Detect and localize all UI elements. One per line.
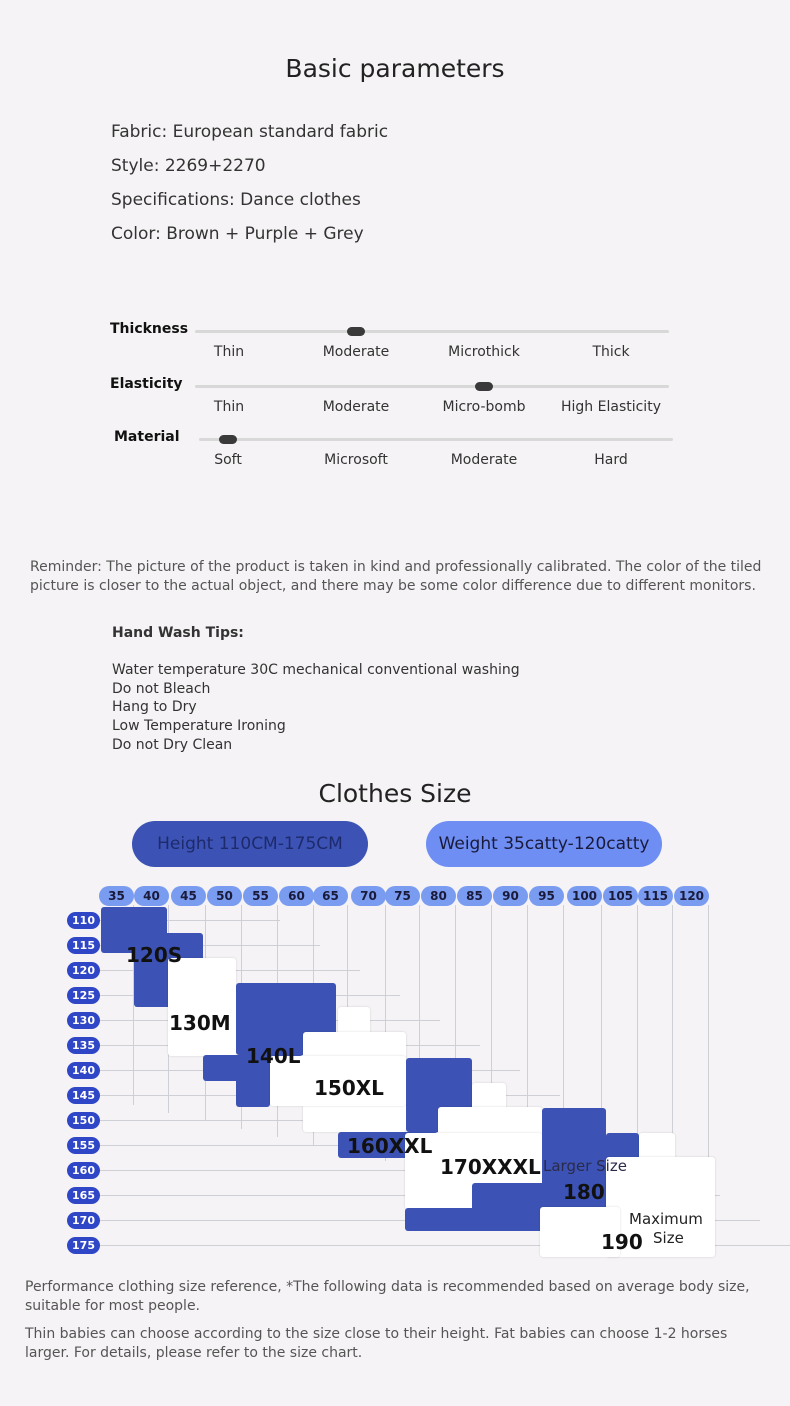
wash-item: Hang to Dry	[112, 699, 197, 715]
weight-badge: 95	[529, 886, 564, 906]
footer-note: Thin babies can choose according to the size close to their height. Fat babies can choose 1-2 horses larger. For details, please refer to the size chart.	[25, 1326, 728, 1361]
wash-item: Do not Bleach	[112, 681, 211, 697]
page-title: Basic parameters	[285, 54, 505, 83]
thickness-option: Microthick	[448, 344, 520, 360]
material-option: Microsoft	[324, 452, 388, 468]
weight-badge: 50	[207, 886, 242, 906]
wash-title: Hand Wash Tips:	[112, 625, 244, 641]
height-badge: 140	[67, 1062, 100, 1079]
larger-size-label: Larger Size	[543, 1157, 627, 1175]
thickness-option: Thin	[213, 344, 245, 360]
weight-badge: 70	[351, 886, 386, 906]
wash-item: Low Temperature Ironing	[112, 718, 286, 734]
weight-badge: 105	[603, 886, 638, 906]
wash-item: Water temperature 30C mechanical conventional washing	[112, 662, 520, 678]
height-badge: 155	[67, 1137, 100, 1154]
material-knob	[219, 435, 237, 444]
elasticity-option: High Elasticity	[561, 399, 661, 415]
size-label-160xxl: 160XXL	[347, 1134, 433, 1158]
elasticity-knob	[475, 382, 493, 391]
size-label-130m: 130M	[169, 1011, 231, 1035]
param-fabric: Fabric: European standard fabric	[111, 122, 389, 142]
thickness-label: Thickness	[110, 321, 189, 337]
weight-pill: Weight 35catty-120catty	[426, 821, 662, 867]
height-badge: 115	[67, 937, 100, 954]
weight-badge: 35	[99, 886, 134, 906]
size-block-130m	[168, 958, 236, 1056]
material-option: Soft	[214, 452, 242, 468]
maximum-label: Maximum	[629, 1210, 703, 1228]
size-label-150xl: 150XL	[314, 1076, 384, 1100]
thickness-option: Thick	[592, 344, 630, 360]
thickness-option: Moderate	[322, 344, 390, 360]
weight-badge: 55	[243, 886, 278, 906]
footer-note: Performance clothing size reference, *The following data is recommended based on average body size, suitable for most people.	[25, 1279, 750, 1314]
size-label-140l: 140L	[246, 1044, 301, 1068]
thickness-knob	[347, 327, 365, 336]
weight-badge: 100	[567, 886, 602, 906]
height-badge: 125	[67, 987, 100, 1004]
height-badge: 175	[67, 1237, 100, 1254]
weight-badge: 75	[385, 886, 420, 906]
height-badge: 110	[67, 912, 100, 929]
height-badge: 145	[67, 1087, 100, 1104]
height-badge: 130	[67, 1012, 100, 1029]
height-badge: 170	[67, 1212, 100, 1229]
size-title: Clothes Size	[318, 779, 472, 808]
weight-badge: 85	[457, 886, 492, 906]
elasticity-label: Elasticity	[110, 376, 183, 392]
height-badge: 165	[67, 1187, 100, 1204]
weight-badge: 40	[134, 886, 169, 906]
thickness-track	[195, 330, 669, 333]
height-pill: Height 110CM-175CM	[132, 821, 368, 867]
size-block-180	[405, 1208, 505, 1231]
material-track	[199, 438, 673, 441]
weight-badge: 60	[279, 886, 314, 906]
param-specifications: Specifications: Dance clothes	[111, 190, 361, 210]
weight-badge: 65	[313, 886, 348, 906]
elasticity-track	[195, 385, 669, 388]
height-badge: 135	[67, 1037, 100, 1054]
param-color: Color: Brown + Purple + Grey	[111, 224, 364, 244]
weight-badge: 115	[638, 886, 673, 906]
elasticity-option: Micro-bomb	[442, 399, 526, 415]
weight-badge: 90	[493, 886, 528, 906]
material-option: Hard	[594, 452, 628, 468]
height-badge: 160	[67, 1162, 100, 1179]
elasticity-option: Moderate	[322, 399, 390, 415]
wash-item: Do not Dry Clean	[112, 737, 233, 753]
material-option: Moderate	[450, 452, 518, 468]
size-label-190: 190	[601, 1230, 643, 1254]
reminder-text: Reminder: The picture of the product is taken in kind and professionally calibrated. The color of the tiled picture is closer to the actual object, and there may be some color difference due to different monitors.	[30, 559, 762, 594]
weight-badge: 45	[171, 886, 206, 906]
param-style: Style: 2269+2270	[111, 156, 266, 176]
weight-badge: 120	[674, 886, 709, 906]
size-label-180: 180	[563, 1180, 605, 1204]
size-label-170xxxl: 170XXXL	[440, 1155, 541, 1179]
material-label: Material	[114, 429, 180, 445]
size-word-label: Size	[653, 1229, 684, 1247]
height-badge: 120	[67, 962, 100, 979]
weight-badge: 80	[421, 886, 456, 906]
elasticity-option: Thin	[213, 399, 245, 415]
size-label-120s: 120S	[126, 943, 183, 967]
height-badge: 150	[67, 1112, 100, 1129]
